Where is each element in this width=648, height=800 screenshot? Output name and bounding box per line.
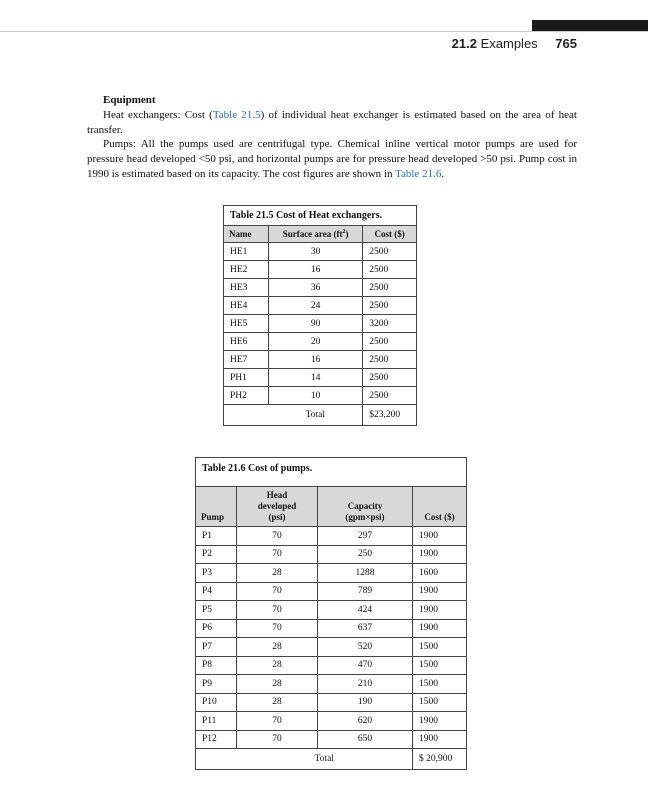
cell-name: HE3 [224,279,269,297]
cell-capacity: 637 [318,619,413,638]
total-value: $23,200 [363,405,417,426]
cell-cost: 3200 [363,315,417,333]
cell-name: HE2 [224,261,269,279]
head-header-line3: (psi) [268,512,286,522]
cell-cost: 1600 [413,564,467,583]
cell-pump: P11 [196,712,237,731]
cell-head-developed: 28 [237,693,318,712]
cell-head-developed: 70 [237,545,318,564]
heat-exchanger-paragraph [87,108,577,138]
cell-name: HE7 [224,351,269,369]
cell-capacity: 620 [318,712,413,731]
table-row [224,351,417,369]
cell-head-developed: 28 [237,675,318,694]
table-row [224,369,417,387]
cell-capacity: 520 [318,638,413,657]
cell-cost: 1900 [413,601,467,620]
cell-name: PH1 [224,369,269,387]
cell-cost: 2500 [363,369,417,387]
cell-pump: P3 [196,564,237,583]
cell-head-developed: 70 [237,730,318,749]
table-caption: Table 21.6 Cost of pumps. [195,457,467,486]
cell-surface-area: 30 [269,243,363,261]
col-header-head [237,487,318,527]
cell-pump: P6 [196,619,237,638]
table-row [196,601,467,620]
cell-cost: 1500 [413,675,467,694]
table-row [224,279,417,297]
section-number: 21.2 [451,36,477,51]
total-label: Total [269,405,363,426]
cell-head-developed: 28 [237,638,318,657]
table-row [224,333,417,351]
cell-cost: 2500 [363,351,417,369]
cell-head-developed: 28 [237,564,318,583]
head-header-line1: Head [266,490,288,500]
table-row [224,387,417,405]
section-heading: Equipment [103,94,156,106]
cell-surface-area: 36 [269,279,363,297]
cell-capacity: 424 [318,601,413,620]
cell-pump: P1 [196,527,237,546]
cell-surface-area: 90 [269,315,363,333]
table-row [196,564,467,583]
cell-head-developed: 70 [237,619,318,638]
cell-cost: 1500 [413,638,467,657]
area-header-close: ) [345,229,349,239]
table-row [196,527,467,546]
capacity-header-line2: (gpm×psi) [345,512,385,522]
cell-pump: P4 [196,582,237,601]
cell-cost: 1500 [413,693,467,712]
cell-pump: P8 [196,656,237,675]
total-row [196,749,467,770]
heat-exchanger-text-b: ) of individual heat exchanger is estimated based on the area of heat transfer. [87,108,577,136]
pumps-text-end: . [441,167,445,180]
cell-cost: 1500 [413,656,467,675]
empty-cell [224,405,269,426]
cell-cost: 2500 [363,243,417,261]
table-row [196,638,467,657]
equipment-section [87,93,577,182]
head-header-line2: developed [257,501,297,511]
cell-capacity: 789 [318,582,413,601]
capacity-header-line1: Capacity [347,501,383,511]
cell-cost: 1900 [413,527,467,546]
cell-cost: 1900 [413,619,467,638]
cell-pump: P10 [196,693,237,712]
col-header-capacity [318,487,413,527]
table-caption: Table 21.5 Cost of Heat exchangers. [223,205,417,225]
cell-surface-area: 24 [269,297,363,315]
cell-capacity: 190 [318,693,413,712]
cell-surface-area: 10 [269,387,363,405]
cell-capacity: 1288 [318,564,413,583]
total-value: $ 20,900 [413,749,467,770]
total-row [224,405,417,426]
col-header-name: Name [224,226,269,243]
cell-surface-area: 16 [269,351,363,369]
cell-capacity: 297 [318,527,413,546]
empty-cell [196,749,237,770]
area-header-text: Surface area (ft [282,229,343,239]
cell-head-developed: 70 [237,712,318,731]
table-21-6-link[interactable]: Table 21.6 [395,167,442,180]
cell-head-developed: 28 [237,656,318,675]
table-row [224,315,417,333]
cell-name: HE5 [224,315,269,333]
cell-capacity: 650 [318,730,413,749]
table-row [224,243,417,261]
col-header-cost: Cost ($) [413,487,467,527]
cell-cost: 2500 [363,297,417,315]
cell-cost: 2500 [363,279,417,297]
table-row [196,712,467,731]
pumps-paragraph [87,137,577,181]
table-row [196,582,467,601]
cell-pump: P5 [196,601,237,620]
heat-exchanger-cost-table [223,205,417,426]
cell-capacity: 250 [318,545,413,564]
section-title: Examples [480,36,538,51]
table-row [196,675,467,694]
table-row [196,730,467,749]
cell-surface-area: 20 [269,333,363,351]
table-row [224,261,417,279]
cell-name: HE4 [224,297,269,315]
cell-surface-area: 14 [269,369,363,387]
heat-exchanger-text-a: Heat exchangers: Cost ( [103,108,213,121]
cell-pump: P2 [196,545,237,564]
header-rule [0,31,648,32]
cell-cost: 1900 [413,712,467,731]
table-row [224,297,417,315]
table-row [196,619,467,638]
table-21-5-link[interactable]: Table 21.5 [212,108,261,121]
pumps-text: Pumps: All the pumps used are centrifugal type. Chemical inline vertical motor pumps are used for pressure head developed <50 psi, and horizontal pumps are for pressure head developed >50 psi. Pump cost in 1990 is estimated based on its capacity. The cost figures are shown in [87,138,577,180]
cell-pump: P12 [196,730,237,749]
col-header-pump: Pump [196,487,237,527]
cell-cost: 1900 [413,545,467,564]
pump-cost-table [195,457,467,770]
cell-cost: 1900 [413,730,467,749]
cell-name: PH2 [224,387,269,405]
cell-head-developed: 70 [237,601,318,620]
cell-name: HE1 [224,243,269,261]
area-header-sup: 2 [342,229,346,235]
col-header-cost: Cost ($) [363,226,417,243]
table-row [196,545,467,564]
cell-cost: 2500 [363,387,417,405]
running-head [452,36,577,51]
cell-cost: 1900 [413,582,467,601]
cell-pump: P7 [196,638,237,657]
cell-cost: 2500 [363,261,417,279]
cell-surface-area: 16 [269,261,363,279]
cell-head-developed: 70 [237,582,318,601]
cell-capacity: 470 [318,656,413,675]
total-label: Total [237,749,413,770]
cell-pump: P9 [196,675,237,694]
col-header-surface-area [269,226,363,243]
table-row [196,656,467,675]
cell-name: HE6 [224,333,269,351]
page-number: 765 [555,36,577,51]
table-row [196,693,467,712]
cell-head-developed: 70 [237,527,318,546]
cell-cost: 2500 [363,333,417,351]
cell-capacity: 210 [318,675,413,694]
